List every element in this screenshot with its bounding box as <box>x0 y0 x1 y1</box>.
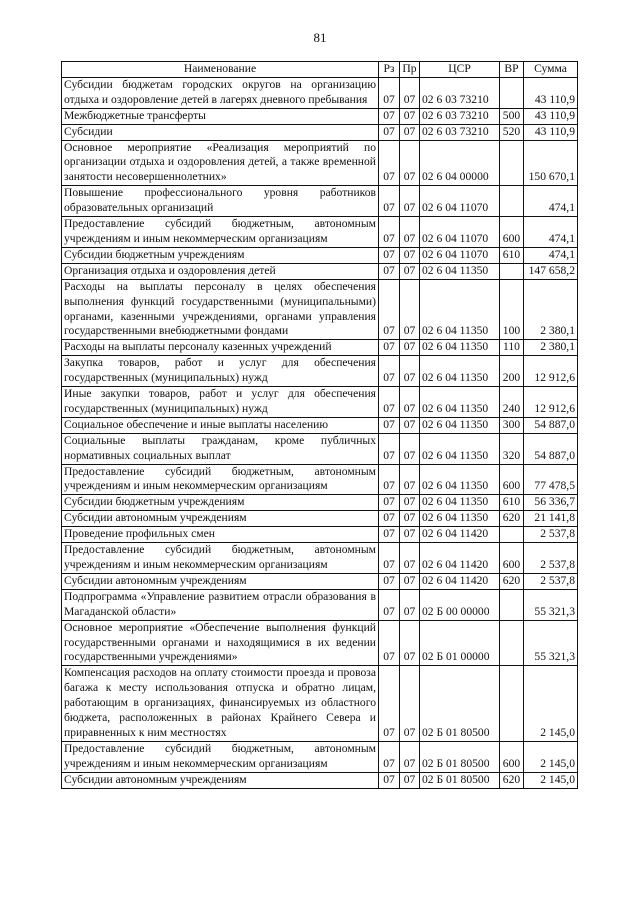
table-row <box>62 356 578 387</box>
table-row <box>62 108 578 124</box>
budget-table <box>61 61 578 789</box>
row-vr-cell: 600 <box>500 464 524 495</box>
table-row <box>62 433 578 464</box>
table-row <box>62 464 578 495</box>
row-vr-cell: 300 <box>500 417 524 433</box>
row-csr-cell: 02 6 04 00000 <box>420 140 500 186</box>
row-pr-cell: 07 <box>400 387 420 418</box>
row-vr-cell <box>500 620 524 666</box>
row-rz-cell: 07 <box>379 527 400 543</box>
row-rz-cell: 07 <box>379 279 400 340</box>
row-vr-cell: 100 <box>500 279 524 340</box>
row-pr-cell: 07 <box>400 340 420 356</box>
row-name-cell: Компенсация расходов на оплату стоимости проезда и провоза багажа к месту использования отпуска и обратно лицам, работающим в организациях, финансируемых из областного бюджета, расположенных в районах Крайнего Севера и приравненных к ним местностях <box>62 666 379 742</box>
table-row <box>62 527 578 543</box>
row-name-cell: Предоставление субсидий бюджетным, автономным учреждениям и иным некоммерческим организациям <box>62 741 379 772</box>
row-rz-cell: 07 <box>379 356 400 387</box>
row-sum-cell: 2 537,8 <box>524 527 578 543</box>
row-vr-cell: 620 <box>500 511 524 527</box>
row-name-cell: Предоставление субсидий бюджетным, автономным учреждениям и иным некоммерческим организациям <box>62 217 379 248</box>
table-row <box>62 279 578 340</box>
row-rz-cell: 07 <box>379 417 400 433</box>
row-csr-cell: 02 6 03 73210 <box>420 108 500 124</box>
table-body <box>62 77 578 788</box>
row-vr-cell <box>500 666 524 742</box>
row-rz-cell: 07 <box>379 620 400 666</box>
row-csr-cell: 02 6 04 11350 <box>420 495 500 511</box>
row-csr-cell: 02 6 04 11070 <box>420 217 500 248</box>
page-number: 81 <box>313 30 327 45</box>
table-row <box>62 217 578 248</box>
row-csr-cell: 02 6 04 11070 <box>420 247 500 263</box>
row-vr-cell: 620 <box>500 772 524 788</box>
row-csr-cell: 02 6 04 11350 <box>420 340 500 356</box>
row-csr-cell: 02 6 04 11350 <box>420 464 500 495</box>
row-pr-cell: 07 <box>400 543 420 574</box>
row-rz-cell: 07 <box>379 340 400 356</box>
table-row <box>62 387 578 418</box>
row-csr-cell: 02 6 04 11350 <box>420 387 500 418</box>
row-rz-cell: 07 <box>379 741 400 772</box>
row-vr-cell <box>500 589 524 620</box>
row-sum-cell: 12 912,6 <box>524 387 578 418</box>
row-rz-cell: 07 <box>379 543 400 574</box>
row-csr-cell: 02 Б 01 80500 <box>420 772 500 788</box>
row-pr-cell: 07 <box>400 217 420 248</box>
row-pr-cell: 07 <box>400 279 420 340</box>
row-name-cell: Субсидии бюджетным учреждениям <box>62 247 379 263</box>
row-rz-cell: 07 <box>379 511 400 527</box>
row-pr-cell: 07 <box>400 464 420 495</box>
row-pr-cell: 07 <box>400 772 420 788</box>
row-name-cell: Субсидии автономным учреждениям <box>62 772 379 788</box>
row-sum-cell: 2 380,1 <box>524 340 578 356</box>
row-rz-cell: 07 <box>379 666 400 742</box>
row-sum-cell: 55 321,3 <box>524 589 578 620</box>
row-pr-cell: 07 <box>400 527 420 543</box>
table-row <box>62 666 578 742</box>
row-name-cell: Предоставление субсидий бюджетным, автономным учреждениям и иным некоммерческим организациям <box>62 543 379 574</box>
header-sum: Сумма <box>524 62 578 78</box>
table-row <box>62 495 578 511</box>
row-sum-cell: 147 658,2 <box>524 263 578 279</box>
row-sum-cell: 2 145,0 <box>524 666 578 742</box>
row-pr-cell: 07 <box>400 589 420 620</box>
table-header <box>62 62 578 78</box>
row-vr-cell: 200 <box>500 356 524 387</box>
row-name-cell: Закупка товаров, работ и услуг для обеспечения государственных (муниципальных) нужд <box>62 356 379 387</box>
row-rz-cell: 07 <box>379 772 400 788</box>
row-pr-cell: 07 <box>400 356 420 387</box>
row-vr-cell <box>500 263 524 279</box>
row-rz-cell: 07 <box>379 77 400 108</box>
row-name-cell: Субсидии <box>62 124 379 140</box>
row-sum-cell: 12 912,6 <box>524 356 578 387</box>
row-pr-cell: 07 <box>400 124 420 140</box>
row-sum-cell: 474,1 <box>524 247 578 263</box>
row-csr-cell: 02 Б 01 80500 <box>420 666 500 742</box>
row-sum-cell: 2 380,1 <box>524 279 578 340</box>
row-vr-cell: 240 <box>500 387 524 418</box>
row-pr-cell: 07 <box>400 417 420 433</box>
row-sum-cell: 77 478,5 <box>524 464 578 495</box>
row-rz-cell: 07 <box>379 387 400 418</box>
row-name-cell: Организация отдыха и оздоровления детей <box>62 263 379 279</box>
row-vr-cell: 620 <box>500 573 524 589</box>
row-pr-cell: 07 <box>400 247 420 263</box>
table-row <box>62 124 578 140</box>
table-row <box>62 77 578 108</box>
row-sum-cell: 2 145,0 <box>524 741 578 772</box>
row-pr-cell: 07 <box>400 666 420 742</box>
header-rz: Рз <box>379 62 400 78</box>
header-row <box>62 62 578 78</box>
table-row <box>62 741 578 772</box>
table-row <box>62 573 578 589</box>
table-row <box>62 511 578 527</box>
row-pr-cell: 07 <box>400 511 420 527</box>
row-pr-cell: 07 <box>400 433 420 464</box>
header-csr: ЦСР <box>420 62 500 78</box>
row-sum-cell: 21 141,8 <box>524 511 578 527</box>
row-csr-cell: 02 Б 01 00000 <box>420 620 500 666</box>
row-rz-cell: 07 <box>379 573 400 589</box>
row-vr-cell: 600 <box>500 741 524 772</box>
row-name-cell: Основное мероприятие «Обеспечение выполнения функций государственными органами и находящимися в их ведении государственными учреждениями» <box>62 620 379 666</box>
row-sum-cell: 43 110,9 <box>524 124 578 140</box>
row-vr-cell: 600 <box>500 217 524 248</box>
row-name-cell: Расходы на выплаты персоналу в целях обеспечения выполнения функций государственными (муниципальными) органами, казенными учреждениями, органами управления государственными внебюджетными фондами <box>62 279 379 340</box>
row-rz-cell: 07 <box>379 140 400 186</box>
row-sum-cell: 43 110,9 <box>524 108 578 124</box>
row-sum-cell: 43 110,9 <box>524 77 578 108</box>
row-pr-cell: 07 <box>400 186 420 217</box>
row-pr-cell: 07 <box>400 108 420 124</box>
row-rz-cell: 07 <box>379 124 400 140</box>
row-csr-cell: 02 6 04 11350 <box>420 417 500 433</box>
table-row <box>62 263 578 279</box>
row-name-cell: Основное мероприятие «Реализация мероприятий по организации отдыха и оздоровления детей, а также временной занятости несовершеннолетних» <box>62 140 379 186</box>
row-pr-cell: 07 <box>400 495 420 511</box>
row-name-cell: Проведение профильных смен <box>62 527 379 543</box>
row-name-cell: Субсидии бюджетным учреждениям <box>62 495 379 511</box>
row-csr-cell: 02 6 04 11350 <box>420 433 500 464</box>
table-row <box>62 620 578 666</box>
row-name-cell: Предоставление субсидий бюджетным, автономным учреждениям и иным некоммерческим организациям <box>62 464 379 495</box>
row-name-cell: Иные закупки товаров, работ и услуг для обеспечения государственных (муниципальных) нужд <box>62 387 379 418</box>
row-name-cell: Субсидии автономным учреждениям <box>62 573 379 589</box>
row-sum-cell: 55 321,3 <box>524 620 578 666</box>
row-sum-cell: 2 145,0 <box>524 772 578 788</box>
table-row <box>62 417 578 433</box>
row-rz-cell: 07 <box>379 186 400 217</box>
row-sum-cell: 150 670,1 <box>524 140 578 186</box>
table-row <box>62 140 578 186</box>
row-pr-cell: 07 <box>400 620 420 666</box>
row-rz-cell: 07 <box>379 589 400 620</box>
row-csr-cell: 02 6 04 11350 <box>420 263 500 279</box>
table-row <box>62 186 578 217</box>
table-row <box>62 340 578 356</box>
header-name: Наименование <box>62 62 379 78</box>
row-sum-cell: 54 887,0 <box>524 417 578 433</box>
row-pr-cell: 07 <box>400 263 420 279</box>
table-row <box>62 247 578 263</box>
row-csr-cell: 02 6 04 11350 <box>420 279 500 340</box>
row-name-cell: Подпрограмма «Управление развитием отрасли образования в Магаданской области» <box>62 589 379 620</box>
row-csr-cell: 02 6 04 11350 <box>420 511 500 527</box>
row-csr-cell: 02 6 03 73210 <box>420 77 500 108</box>
row-csr-cell: 02 6 04 11350 <box>420 356 500 387</box>
row-name-cell: Расходы на выплаты персоналу казенных учреждений <box>62 340 379 356</box>
row-vr-cell <box>500 186 524 217</box>
row-rz-cell: 07 <box>379 433 400 464</box>
row-csr-cell: 02 6 04 11420 <box>420 527 500 543</box>
row-pr-cell: 07 <box>400 140 420 186</box>
row-csr-cell: 02 6 04 11070 <box>420 186 500 217</box>
row-rz-cell: 07 <box>379 464 400 495</box>
header-pr: Пр <box>400 62 420 78</box>
row-vr-cell: 320 <box>500 433 524 464</box>
row-name-cell: Субсидии бюджетам городских округов на организацию отдыха и оздоровление детей в лагерях дневного пребывания <box>62 77 379 108</box>
row-sum-cell: 54 887,0 <box>524 433 578 464</box>
row-rz-cell: 07 <box>379 108 400 124</box>
table-row <box>62 589 578 620</box>
row-rz-cell: 07 <box>379 247 400 263</box>
row-sum-cell: 56 336,7 <box>524 495 578 511</box>
table-row <box>62 543 578 574</box>
row-name-cell: Социальное обеспечение и иные выплаты населению <box>62 417 379 433</box>
row-rz-cell: 07 <box>379 495 400 511</box>
row-pr-cell: 07 <box>400 77 420 108</box>
row-pr-cell: 07 <box>400 741 420 772</box>
row-vr-cell: 600 <box>500 543 524 574</box>
row-vr-cell: 610 <box>500 247 524 263</box>
row-csr-cell: 02 6 03 73210 <box>420 124 500 140</box>
row-csr-cell: 02 Б 00 00000 <box>420 589 500 620</box>
row-csr-cell: 02 Б 01 80500 <box>420 741 500 772</box>
row-sum-cell: 2 537,8 <box>524 543 578 574</box>
row-vr-cell: 500 <box>500 108 524 124</box>
row-rz-cell: 07 <box>379 217 400 248</box>
row-sum-cell: 474,1 <box>524 186 578 217</box>
row-vr-cell: 520 <box>500 124 524 140</box>
row-vr-cell <box>500 527 524 543</box>
row-rz-cell: 07 <box>379 263 400 279</box>
row-pr-cell: 07 <box>400 573 420 589</box>
row-name-cell: Субсидии автономным учреждениям <box>62 511 379 527</box>
row-name-cell: Социальные выплаты гражданам, кроме публичных нормативных социальных выплат <box>62 433 379 464</box>
row-name-cell: Повышение профессионального уровня работников образовательных организаций <box>62 186 379 217</box>
row-csr-cell: 02 6 04 11420 <box>420 543 500 574</box>
row-name-cell: Межбюджетные трансферты <box>62 108 379 124</box>
row-vr-cell <box>500 140 524 186</box>
row-sum-cell: 2 537,8 <box>524 573 578 589</box>
row-sum-cell: 474,1 <box>524 217 578 248</box>
header-vr: ВР <box>500 62 524 78</box>
row-csr-cell: 02 6 04 11420 <box>420 573 500 589</box>
table-row <box>62 772 578 788</box>
row-vr-cell: 110 <box>500 340 524 356</box>
row-vr-cell: 610 <box>500 495 524 511</box>
row-vr-cell <box>500 77 524 108</box>
